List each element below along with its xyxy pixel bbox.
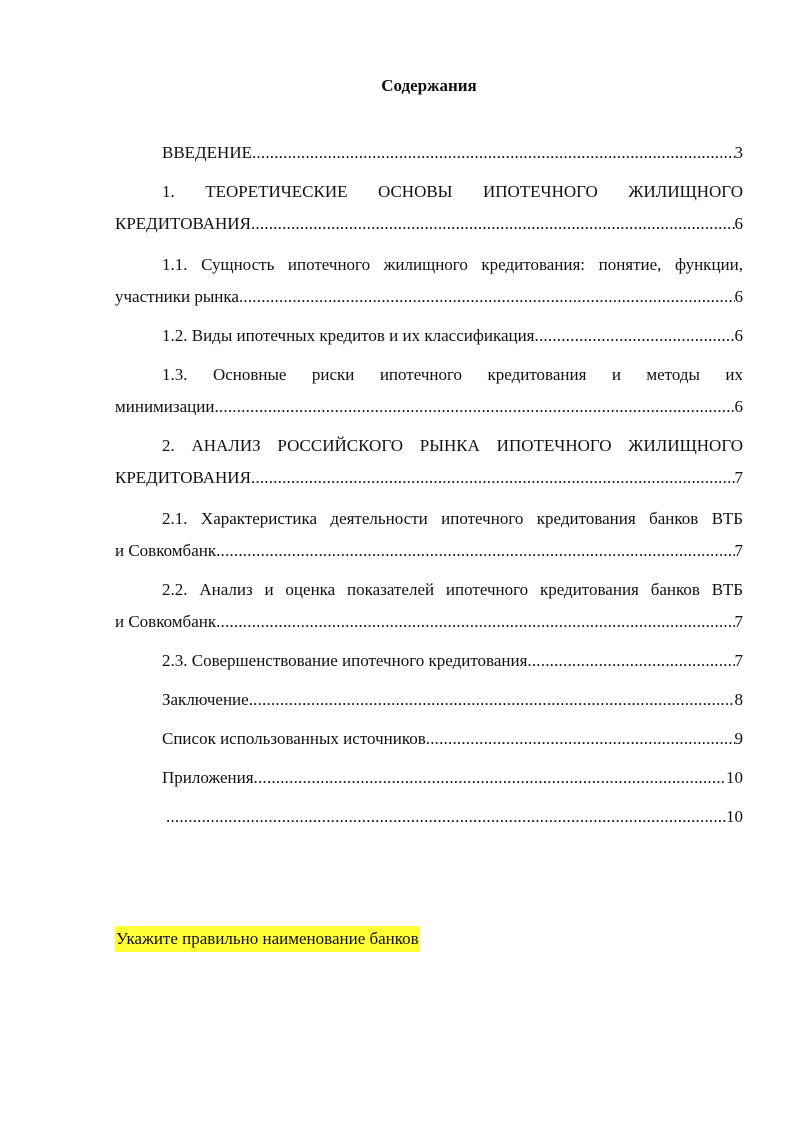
toc-leader	[249, 684, 735, 716]
toc-entry-label: 1.2. Виды ипотечных кредитов и их классификация	[162, 326, 535, 345]
toc-entry-references[interactable]	[115, 723, 743, 755]
toc-leader	[252, 137, 735, 169]
toc-entry-label-line2: участники рынка	[115, 287, 239, 306]
toc-entry-introduction[interactable]	[115, 137, 743, 169]
toc-page-number: 10	[726, 768, 743, 787]
highlighted-comment: Укажите правильно наименование банков	[115, 926, 420, 952]
toc-page-number: 7	[734, 612, 743, 631]
toc-entry-label-line2: КРЕДИТОВАНИЯ	[115, 468, 251, 487]
toc-entry-section-1-3[interactable]	[115, 359, 743, 423]
toc-leader	[239, 281, 735, 313]
toc-leader	[216, 606, 734, 638]
toc-entry-label-line1: 1.1. Сущность ипотечного жилищного кредитования: понятие, функции,	[162, 255, 743, 274]
toc-entry-label-line2: КРЕДИТОВАНИЯ	[115, 214, 251, 233]
toc-entry-label-line1: 2.2. Анализ и оценка показателей ипотечного кредитования банков ВТБ	[162, 580, 743, 599]
toc-page-number: 6	[734, 214, 743, 233]
toc-entry-chapter-1[interactable]	[115, 176, 743, 240]
toc-leader	[214, 391, 734, 423]
toc-page-number: 6	[734, 287, 743, 306]
toc-leader	[166, 801, 726, 833]
toc-entry-section-1-1[interactable]	[115, 249, 743, 313]
toc-entry-label-line1: 2.1. Характеристика деятельности ипотечного кредитования банков ВТБ	[162, 509, 743, 528]
toc-entry-label-line1: 1.3. Основные риски ипотечного кредитования и методы их	[162, 365, 743, 384]
toc-entry-label: Приложения	[162, 768, 254, 787]
toc-entry-section-1-2[interactable]	[115, 320, 743, 352]
toc-entry-section-2-3[interactable]	[115, 645, 743, 677]
toc-page-number: 6	[734, 326, 743, 345]
toc-entry-empty[interactable]	[115, 801, 743, 833]
toc-entry-label-line2: и Совкомбанк	[115, 612, 217, 631]
toc-page-number: 7	[734, 651, 743, 670]
toc-entry-section-2-2[interactable]	[115, 574, 743, 638]
toc-page-number: 3	[734, 143, 743, 162]
toc-leader	[527, 645, 734, 677]
toc-entry-label: Список использованных источников	[162, 729, 426, 748]
toc-entry-label-line2: и Совкомбанк	[115, 541, 217, 560]
page-title: Содержания	[381, 76, 477, 95]
toc-leader	[251, 208, 735, 240]
toc-entry-label: Заключение	[162, 690, 249, 709]
toc-entry-label-line1: 2. АНАЛИЗ РОССИЙСКОГО РЫНКА ИПОТЕЧНОГО ЖИЛИЩНОГО	[162, 436, 743, 455]
toc-entry-label: ВВЕДЕНИЕ	[162, 143, 252, 162]
toc-page-number: 6	[734, 397, 743, 416]
toc-page-number: 8	[734, 690, 743, 709]
toc-leader	[251, 462, 735, 494]
toc-entry-section-2-1[interactable]	[115, 503, 743, 567]
toc-page-number: 7	[734, 468, 743, 487]
toc-entry-appendices[interactable]	[115, 762, 743, 794]
toc-entry-chapter-2[interactable]	[115, 430, 743, 494]
toc-page-number: 9	[734, 729, 743, 748]
toc-leader	[535, 320, 735, 352]
toc-page-number: 10	[726, 807, 743, 826]
toc-entry-label: 2.3. Совершенствование ипотечного кредитования	[162, 651, 528, 670]
toc-leader	[426, 723, 735, 755]
toc-leader	[254, 762, 726, 794]
toc-page-number: 7	[734, 541, 743, 560]
toc-entry-label-line1: 1. ТЕОРЕТИЧЕСКИЕ ОСНОВЫ ИПОТЕЧНОГО ЖИЛИЩНОГО	[162, 182, 743, 201]
toc-entry-label-line2: минимизации	[115, 397, 215, 416]
toc-entry-conclusion[interactable]	[115, 684, 743, 716]
toc-leader	[216, 535, 734, 567]
